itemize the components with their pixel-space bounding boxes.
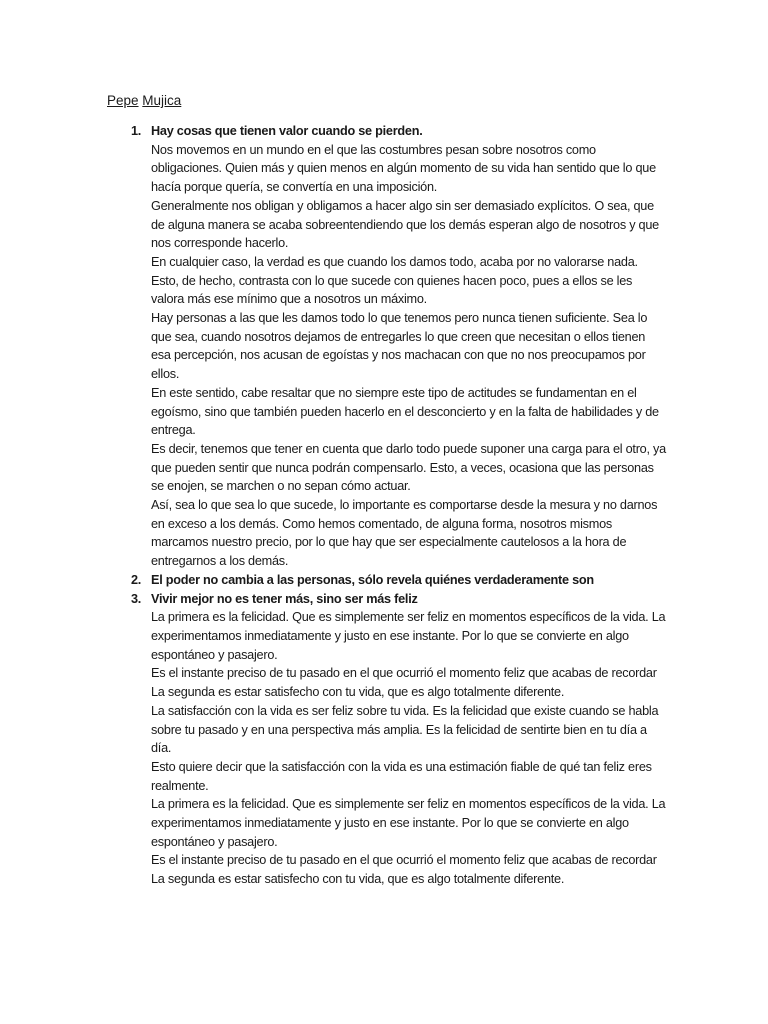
title-first-name: Pepe	[107, 93, 139, 108]
list-item-number: 1.	[131, 124, 142, 138]
title-last-name: Mujica	[142, 93, 182, 108]
paragraph: Es el instante preciso de tu pasado en el que ocurrió el momento feliz que acabas de recordar	[151, 666, 657, 681]
paragraph: La satisfacción con la vida es ser feliz sobre tu vida. Es la felicidad que existe cuando se habla sobre tu pasado y en una perspectiva más amplia. Es la felicidad de sentirte bien en tu día a día.	[151, 703, 659, 756]
paragraph: Generalmente nos obligan y obligamos a hacer algo sin ser demasiado explícitos. O sea, que de alguna manera se acaba sobreentendiendo que los demás esperan algo de nosotros y que nos corresponde hacerlo.	[151, 198, 659, 251]
document-title	[107, 92, 181, 110]
numbered-list	[107, 122, 667, 889]
list-item-heading: El poder no cambia a las personas, sólo revela quiénes verdaderamente son	[151, 572, 594, 587]
list-item	[107, 590, 667, 889]
paragraph: En este sentido, cabe resaltar que no siempre este tipo de actitudes se fundamentan en el egoísmo, sino que también pueden hacerlo en el desconcierto y en la falta de habilidades y de entrega.	[151, 385, 659, 438]
list-item-number: 2.	[131, 572, 142, 587]
paragraph: La segunda es estar satisfecho con tu vida, que es algo totalmente diferente.	[151, 872, 565, 887]
paragraph: En cualquier caso, la verdad es que cuando los damos todo, acaba por no valorarse nada. Esto, de hecho, contrasta con lo que sucede con quienes hacen poco, pues a ellos se les valora más ese mínimo que a nosotros un máximo.	[151, 254, 638, 307]
paragraph: Nos movemos en un mundo en el que las costumbres pesan sobre nosotros como obligaciones. Quien más y quien menos en algún momento de su vida han sentido que lo que hacía porque quería, se convertía en una imposición.	[151, 142, 656, 195]
list-item	[107, 571, 667, 590]
paragraph: La segunda es estar satisfecho con tu vida, que es algo totalmente diferente.	[151, 685, 565, 700]
paragraph: La primera es la felicidad. Que es simplemente ser feliz en momentos específicos de la vida. La experimentamos inmediatamente y justo en ese instante. Por lo que se convierte en algo espontáneo y pasajero.	[151, 797, 666, 849]
list-item-number: 3.	[131, 591, 142, 606]
paragraph: Hay personas a las que les damos todo lo que tenemos pero nunca tienen suficiente. Sea lo que sea, cuando nosotros dejamos de entregarles lo que creen que necesitan o ellos tienen esa percepción, nos acusan de egoístas y nos machacan con que no nos preocupamos por ellos.	[151, 311, 648, 382]
paragraph: Así, sea lo que sea lo que sucede, lo importante es comportarse desde la mesura y no darnos en exceso a los demás. Como hemos comentado, de alguna forma, nosotros mismos marcamos nuestro precio, por lo que hay que ser especialmente cautelosos a la hora de entregarnos a los demás.	[151, 498, 658, 569]
list-item	[107, 122, 667, 571]
paragraph: Esto quiere decir que la satisfacción con la vida es una estimación fiable de qué tan feliz eres realmente.	[151, 759, 652, 793]
list-item-heading: Vivir mejor no es tener más, sino ser más feliz	[151, 591, 418, 606]
paragraph: Es decir, tenemos que tener en cuenta que darlo todo puede suponer una carga para el otro, ya que pueden sentir que nunca podrán compensarlo. Esto, a veces, ocasiona que las personas se enojen, se marchen o no sepan cómo actuar.	[151, 441, 666, 494]
paragraph: Es el instante preciso de tu pasado en el que ocurrió el momento feliz que acabas de recordar	[151, 853, 657, 868]
list-item-heading: Hay cosas que tienen valor cuando se pierden.	[151, 124, 423, 138]
paragraph: La primera es la felicidad. Que es simplemente ser feliz en momentos específicos de la vida. La experimentamos inmediatamente y justo en ese instante. Por lo que se convierte en algo espontáneo y pasajero.	[151, 610, 666, 662]
